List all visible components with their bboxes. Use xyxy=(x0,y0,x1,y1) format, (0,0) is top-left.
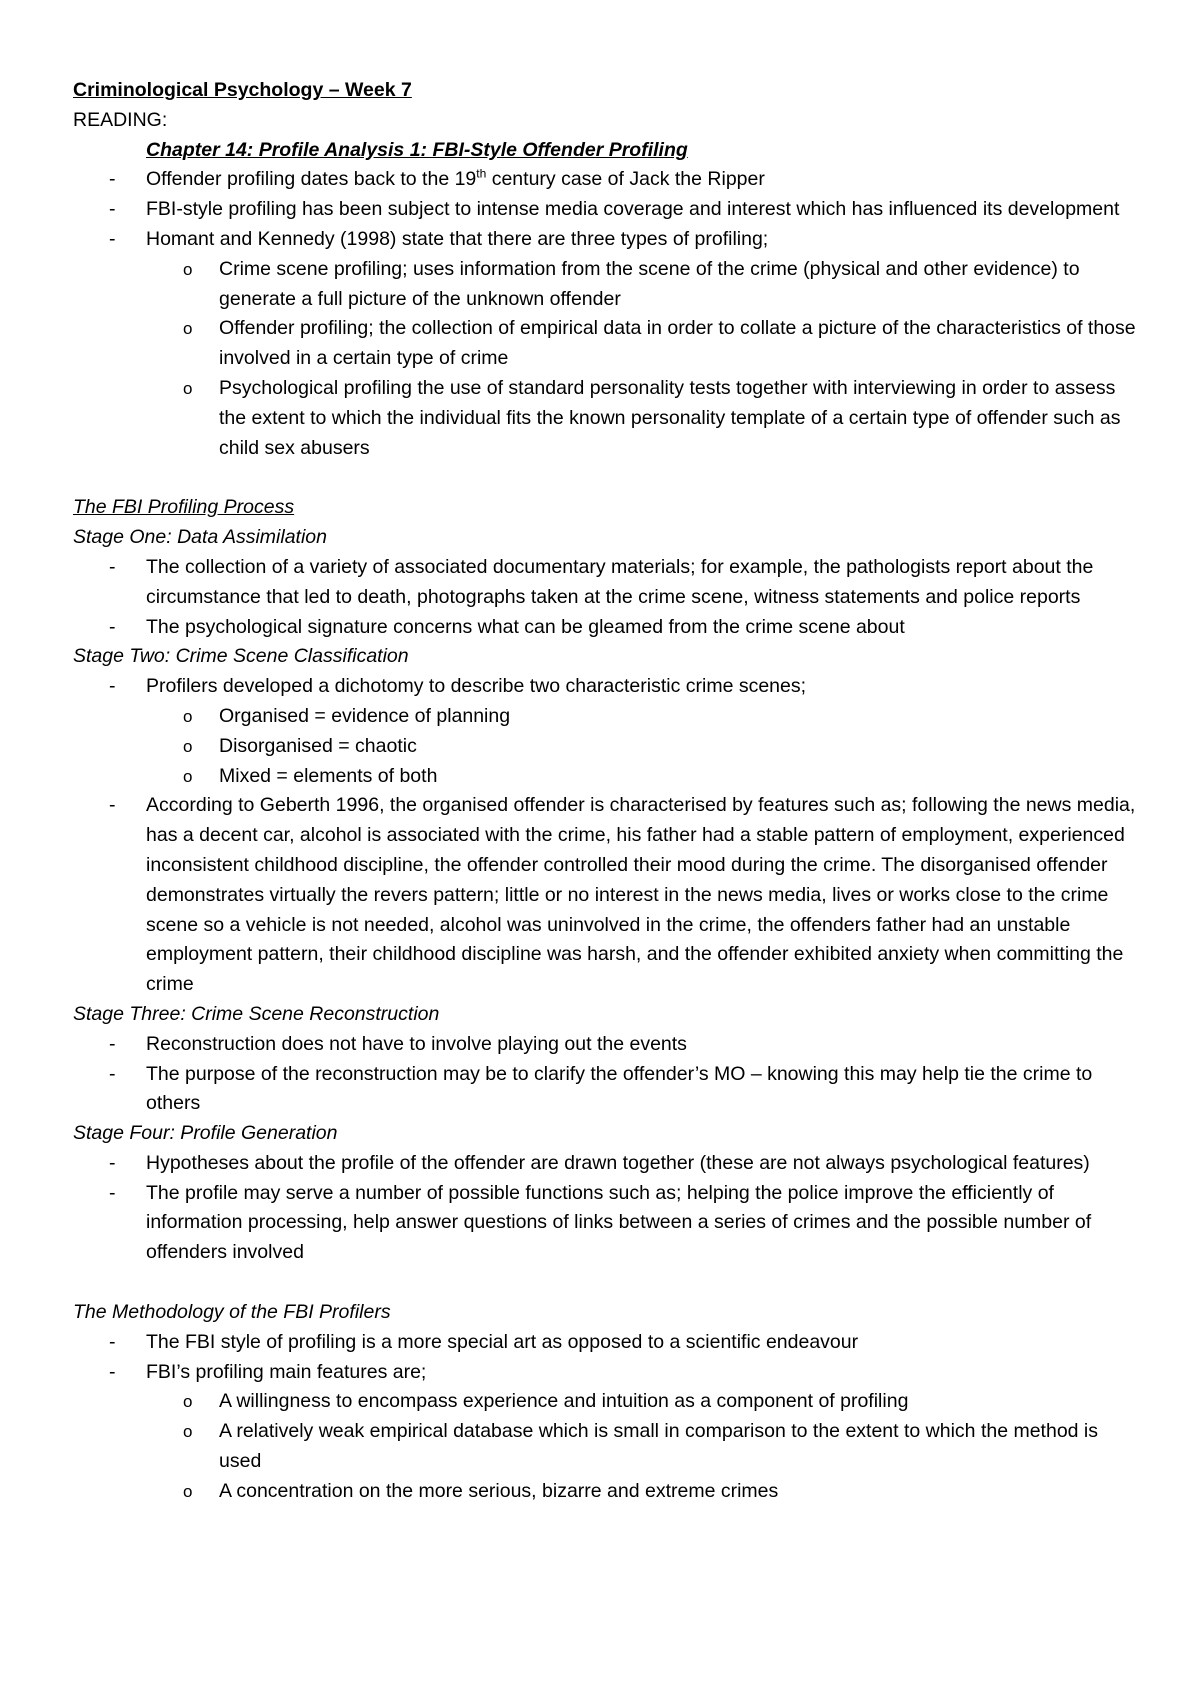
stage-heading: Stage Two: Crime Scene Classification xyxy=(73,645,409,668)
list-item: o Psychological profiling the use of standard personality tests together with interviewing in order to assess the extent to which the individual fits the known personality template of a certain type of offender such as child sex abusers xyxy=(73,374,1140,463)
dash-bullet: - xyxy=(109,1330,116,1353)
dash-bullet: - xyxy=(109,1151,116,1174)
list-item: - Homant and Kennedy (1998) state that there are three types of profiling; xyxy=(73,225,1140,255)
dash-bullet: - xyxy=(109,1062,116,1085)
stage-one-list xyxy=(73,553,1140,642)
stage-heading: Stage One: Data Assimilation xyxy=(73,526,327,549)
list-item: o Crime scene profiling; uses information from the scene of the crime (physical and other evidence) to generate a full picture of the unknown offender xyxy=(73,255,1140,315)
list-item: o A relatively weak empirical database which is small in comparison to the extent to which the method is used xyxy=(73,1417,1140,1477)
circle-bullet: o xyxy=(183,766,193,786)
dash-bullet: - xyxy=(109,227,116,250)
circle-bullet: o xyxy=(183,319,193,339)
list-item: - Reconstruction does not have to involve playing out the events xyxy=(73,1030,1140,1060)
dash-bullet: - xyxy=(109,615,116,638)
dash-bullet: - xyxy=(109,1032,116,1055)
list-item: o Disorganised = chaotic xyxy=(73,732,1140,762)
dash-bullet: - xyxy=(109,675,116,698)
stage-heading: Stage Four: Profile Generation xyxy=(73,1122,338,1145)
methodology-features-list xyxy=(73,1387,1140,1506)
list-item: - The collection of a variety of associated documentary materials; for example, the pathologists report about the circumstance that led to death, photographs taken at the crime scene, witness statements and police reports xyxy=(73,553,1140,613)
methodology-list xyxy=(73,1328,1140,1388)
section-heading: The Methodology of the FBI Profilers xyxy=(73,1301,391,1324)
document-title: Criminological Psychology – Week 7 xyxy=(73,79,412,101)
list-item: o Organised = evidence of planning xyxy=(73,702,1140,732)
list-item: o Offender profiling; the collection of empirical data in order to collate a picture of the characteristics of those involved in a certain type of crime xyxy=(73,314,1140,374)
circle-bullet: o xyxy=(183,1392,193,1412)
list-item: - According to Geberth 1996, the organised offender is characterised by features such as; following the news media, has a decent car, alcohol is associated with the crime, his father had a stable pattern of employment, experienced inconsistent childhood discipline, the offender controlled their mood during the crime. The disorganised offender demonstrates virtually the revers pattern; little or no interest in the news media, lives or works close to the crime scene so a vehicle is not needed, alcohol was uninvolved in the crime, the offenders father had an unstable employment pattern, their childhood discipline was harsh, and the offender exhibited anxiety when committing the crime xyxy=(73,791,1140,1000)
stage-three-list xyxy=(73,1030,1140,1119)
list-item: - The profile may serve a number of possible functions such as; helping the police improve the efficiently of information processing, help answer questions of links between a series of crimes and the possible number of offenders involved xyxy=(73,1179,1140,1268)
crime-scene-types-list xyxy=(73,702,1140,791)
stage-two-list-continued xyxy=(73,791,1140,1000)
circle-bullet: o xyxy=(183,1422,193,1442)
stage-heading: Stage Three: Crime Scene Reconstruction xyxy=(73,1002,440,1025)
circle-bullet: o xyxy=(183,259,193,279)
circle-bullet: o xyxy=(183,736,193,756)
circle-bullet: o xyxy=(183,706,193,726)
dash-bullet: - xyxy=(109,1360,116,1383)
list-item: - The purpose of the reconstruction may be to clarify the offender’s MO – knowing this may help tie the crime to others xyxy=(73,1060,1140,1120)
dash-bullet: - xyxy=(109,555,116,578)
section-heading: The FBI Profiling Process xyxy=(73,496,295,519)
circle-bullet: o xyxy=(183,378,193,398)
reading-label: READING: xyxy=(73,108,168,131)
list-item: - FBI-style profiling has been subject to intense media coverage and interest which has influenced its development xyxy=(73,195,1140,225)
list-item: - FBI’s profiling main features are; xyxy=(73,1358,1140,1388)
profiling-types-list xyxy=(73,255,1140,464)
intro-list xyxy=(73,165,1140,254)
stage-two-list xyxy=(73,672,1140,702)
chapter-heading: Chapter 14: Profile Analysis 1: FBI-Style Offender Profiling xyxy=(146,138,688,161)
list-item: o A willingness to encompass experience and intuition as a component of profiling xyxy=(73,1387,1140,1417)
dash-bullet: - xyxy=(109,1181,116,1204)
list-item: - Profilers developed a dichotomy to describe two characteristic crime scenes; xyxy=(73,672,1140,702)
dash-bullet: - xyxy=(109,198,116,221)
list-item: - The FBI style of profiling is a more special art as opposed to a scientific endeavour xyxy=(73,1328,1140,1358)
list-item: - The psychological signature concerns what can be gleamed from the crime scene about xyxy=(73,613,1140,643)
dash-bullet: - xyxy=(109,794,116,817)
list-item: o A concentration on the more serious, bizarre and extreme crimes xyxy=(73,1477,1140,1507)
circle-bullet: o xyxy=(183,1481,193,1501)
list-item: o Mixed = elements of both xyxy=(73,762,1140,792)
list-item: - Hypotheses about the profile of the offender are drawn together (these are not always psychological features) xyxy=(73,1149,1140,1179)
dash-bullet: - xyxy=(109,168,116,191)
stage-four-list xyxy=(73,1149,1140,1268)
list-item: - Offender profiling dates back to the 19th century case of Jack the Ripper xyxy=(73,165,1140,195)
